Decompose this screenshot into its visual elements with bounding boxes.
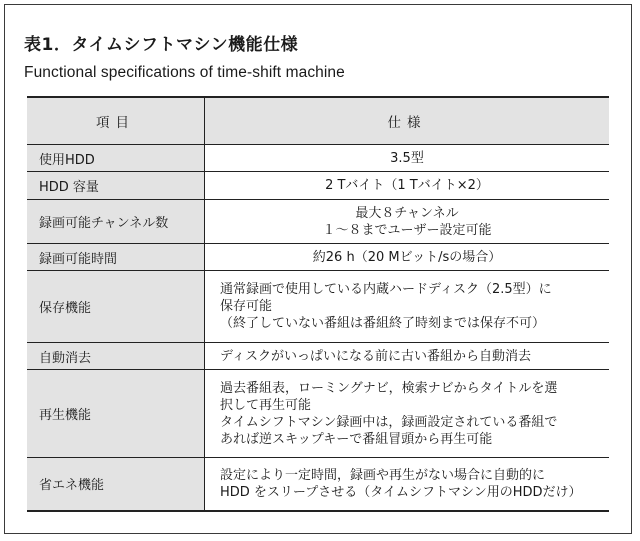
spec-line: 約26 h（20 Mビット/sの場合） (312, 249, 502, 265)
spec-line: 2 Tバイト（1 Tバイト×2） (325, 178, 489, 193)
row-spec (205, 271, 610, 343)
spec-line: タイムシフトマシン録画中は，録画設定されている番組で (220, 414, 558, 430)
row-item: 録画可能時間 (27, 244, 205, 271)
row-spec (205, 343, 610, 370)
spec-line: HDD をスリープさせる（タイムシフトマシン用のHDDだけ） (220, 484, 582, 500)
row-spec (205, 172, 610, 200)
row-spec (205, 200, 610, 244)
spec-table (27, 96, 609, 512)
table-row (27, 343, 609, 370)
spec-line: （終了していない番組は番組終了時刻までは保存不可） (220, 316, 546, 331)
table-row (27, 458, 609, 511)
row-item: 自動消去 (27, 343, 205, 370)
row-spec (205, 244, 610, 271)
header-row (27, 97, 609, 145)
spec-line: 保存可能 (220, 299, 273, 314)
header-spec: 仕様 (205, 97, 610, 145)
row-item: 保存機能 (27, 271, 205, 343)
table-row (27, 244, 609, 271)
row-item: 省エネ機能 (27, 458, 205, 511)
spec-line: ディスクがいっぱいになる前に古い番組から自動消去 (220, 348, 531, 364)
table-row (27, 172, 609, 200)
table-row (27, 271, 609, 343)
table-title-english: Functional specifications of time-shift machine (24, 64, 345, 81)
spec-line: 択して再生可能 (220, 397, 312, 413)
row-spec (205, 145, 610, 172)
spec-line: あれば逆スキップキーで番組冒頭から再生可能 (220, 431, 493, 447)
table-row (27, 200, 609, 244)
row-item: 録画可能チャンネル数 (27, 200, 205, 244)
row-item: 使用HDD (27, 145, 205, 172)
row-spec (205, 370, 610, 458)
row-spec (205, 458, 610, 511)
header-item: 項目 (27, 97, 205, 145)
spec-line: 過去番組表，ローミングナビ，検索ナビからタイトルを選 (220, 380, 558, 396)
spec-line: １～８までユーザー設定可能 (322, 222, 492, 238)
table-row (27, 370, 609, 458)
row-item: 再生機能 (27, 370, 205, 458)
table-row (27, 145, 609, 172)
row-item: HDD 容量 (27, 172, 205, 200)
table-title-japanese: 表1．タイムシフトマシン機能仕様 (24, 35, 299, 55)
spec-line: 最大８チャンネル (355, 205, 459, 221)
spec-line: 3.5型 (390, 150, 424, 166)
spec-line: 設定により一定時間，録画や再生がない場合に自動的に (220, 467, 546, 483)
spec-line: 通常録画で使用している内蔵ハードディスク（2.5型）に (220, 282, 552, 297)
